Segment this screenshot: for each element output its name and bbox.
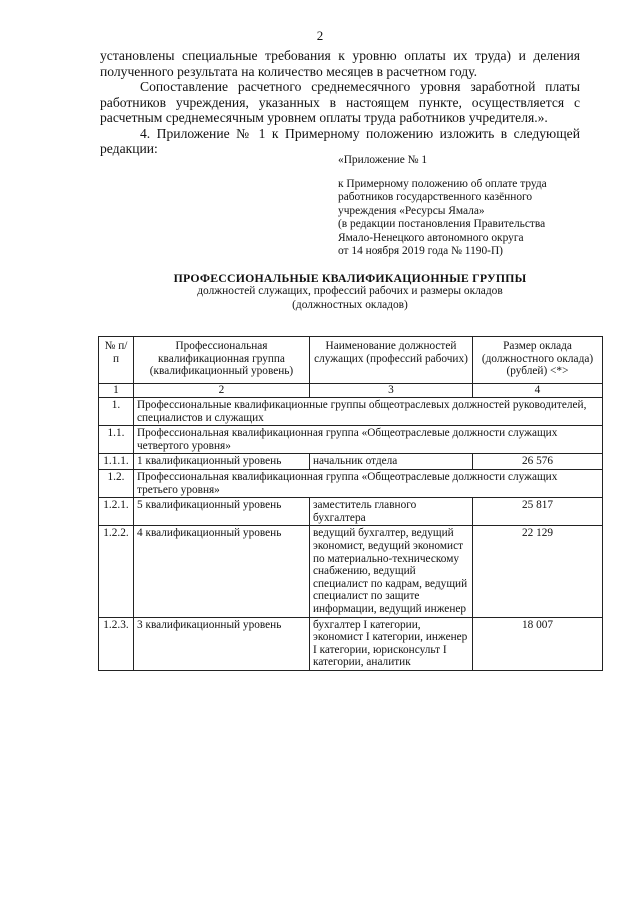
row-position: ведущий бухгалтер, ведущий экономист, ведущий экономист по материально-техническому снабжению, ведущий специалист по кадрам, ведущий специалист по защите информации, ведущий инженер bbox=[310, 526, 473, 617]
header-position: Наименование должностей служащих (профессий рабочих) bbox=[310, 337, 473, 384]
paragraph-1: установлены специальные требования к уровню оплаты их труда) и деления полученного результата на количество месяцев в расчетном году. bbox=[100, 48, 580, 79]
table-row bbox=[99, 469, 603, 497]
page-number: 2 bbox=[316, 28, 324, 43]
row-num: 1.2.1. bbox=[99, 498, 134, 526]
appendix-line: (в редакции постановления Правительства bbox=[338, 218, 546, 231]
appendix-line: Ямало-Ненецкого автономного округа bbox=[338, 231, 524, 244]
salary-table bbox=[98, 336, 603, 671]
heading-title: ПРОФЕССИОНАЛЬНЫЕ КВАЛИФИКАЦИОННЫЕ ГРУППЫ bbox=[173, 271, 527, 285]
column-number: 1 bbox=[99, 384, 134, 398]
column-number-row bbox=[99, 384, 603, 398]
row-level: 4 квалификационный уровень bbox=[134, 526, 310, 617]
table-row bbox=[99, 617, 603, 670]
appendix-line: от 14 ноября 2019 года № 1190-П) bbox=[338, 245, 503, 258]
appendix-line: к Примерному положению об оплате труда bbox=[338, 178, 547, 190]
row-salary: 22 129 bbox=[473, 526, 603, 617]
row-level: 1 квалификационный уровень bbox=[134, 454, 310, 470]
row-salary: 25 817 bbox=[473, 498, 603, 526]
table-row bbox=[99, 498, 603, 526]
heading-subtitle: (должностных окладов) bbox=[292, 298, 408, 311]
row-section-title: Профессиональные квалификационные группы общеотраслевых должностей руководителей, специалистов и служащих bbox=[134, 398, 603, 426]
row-position: заместитель главного бухгалтера bbox=[310, 498, 473, 526]
header-group: Профессиональная квалификационная группа (квалификационный уровень) bbox=[134, 337, 310, 384]
column-number: 4 bbox=[473, 384, 603, 398]
appendix-title: «Приложение № 1 bbox=[338, 154, 428, 166]
heading-subtitle: должностей служащих, профессий рабочих и размеры окладов bbox=[197, 285, 503, 298]
row-num: 1.2.2. bbox=[99, 526, 134, 617]
row-num: 1.2. bbox=[99, 469, 134, 497]
row-num: 1.1.1. bbox=[99, 454, 134, 470]
section-heading bbox=[100, 272, 600, 312]
body-text bbox=[100, 48, 580, 157]
row-salary: 26 576 bbox=[473, 454, 603, 470]
column-number: 2 bbox=[134, 384, 310, 398]
row-salary: 18 007 bbox=[473, 617, 603, 670]
table-header-row bbox=[99, 337, 603, 384]
table-row bbox=[99, 526, 603, 617]
row-num: 1.1. bbox=[99, 426, 134, 454]
column-number: 3 bbox=[310, 384, 473, 398]
appendix-line: учреждения «Ресурсы Ямала» bbox=[338, 204, 485, 217]
row-num: 1. bbox=[99, 398, 134, 426]
row-group-title: Профессиональная квалификационная группа «Общеотраслевые должности служащих четвертого уровня» bbox=[134, 426, 603, 454]
row-level: 5 квалификационный уровень bbox=[134, 498, 310, 526]
row-position: бухгалтер I категории, экономист I категории, инженер I категории, юрисконсульт I категории, аналитик bbox=[310, 617, 473, 670]
paragraph-2: Сопоставление расчетного среднемесячного уровня заработной платы работников учреждения, указанных в настоящем пункте, осуществляется с расчетным среднемесячным уровнем оплаты труда работников учредителя.». bbox=[100, 79, 580, 125]
paragraph-3: 4. Приложение № 1 к Примерному положению изложить в следующей редакции: bbox=[100, 125, 580, 156]
appendix-line: работников государственного казённого bbox=[338, 191, 533, 204]
header-salary: Размер оклада (должностного оклада) (рублей) <*> bbox=[473, 337, 603, 384]
row-group-title: Профессиональная квалификационная группа «Общеотраслевые должности служащих третьего уровня» bbox=[134, 469, 603, 497]
table-row bbox=[99, 454, 603, 470]
appendix-reference bbox=[338, 178, 598, 258]
table-row bbox=[99, 426, 603, 454]
row-num: 1.2.3. bbox=[99, 617, 134, 670]
header-num: № п/п bbox=[99, 337, 134, 384]
table-row bbox=[99, 398, 603, 426]
row-position: начальник отдела bbox=[310, 454, 473, 470]
row-level: 3 квалификационный уровень bbox=[134, 617, 310, 670]
